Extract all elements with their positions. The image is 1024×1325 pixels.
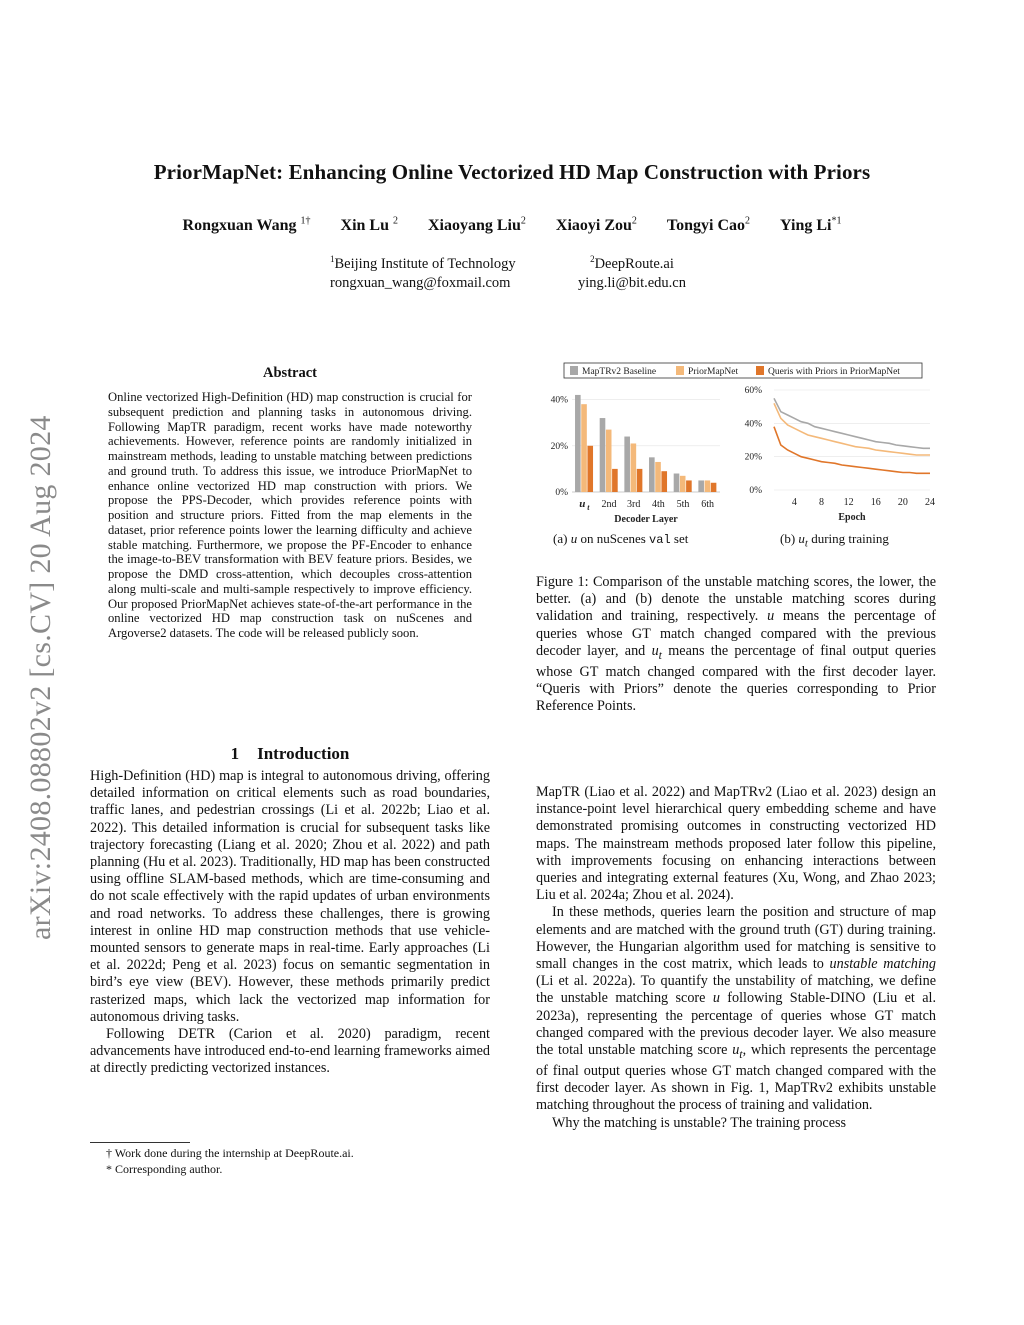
paragraph: MapTR (Liao et al. 2022) and MapTRv2 (Liao et al. 2023) design an instance-point level hierarchical query embedding scheme and have demonstrated promising outcomes in constructing vectorized HD maps. The mainstream methods proposed later follow this pipeline, with improvements focusing on enhancing interactions between queries and integrating external features (Xu, Wong, and Zhao 2023; Liu et al. 2024a; Zhou et al. 2024). xyxy=(536,784,936,904)
author: Xiaoyang Liu$^2$ xyxy=(427,216,526,235)
author: Ying Li$^{*1}$ xyxy=(780,216,842,235)
x-tick-label: 24 xyxy=(925,497,935,508)
bar xyxy=(649,457,655,492)
email: ying.li@bit.edu.cn xyxy=(578,274,686,291)
author: Xin Lu $^2$ xyxy=(340,216,398,235)
paragraph: Why the matching is unstable? The training process xyxy=(552,1114,847,1131)
bar-chart-a xyxy=(551,395,720,525)
arxiv-sidebar: arXiv:2408.08802v2 [cs.CV] 20 Aug 2024 xyxy=(24,415,57,940)
bar xyxy=(698,480,704,492)
section-heading: 1 Introduction xyxy=(230,744,350,763)
affiliation-1: $^1$Beijing Institute of Technology rongxuan_wang@foxmail.com xyxy=(330,254,516,291)
legend-swatch-baseline xyxy=(570,366,578,375)
bar xyxy=(631,443,637,492)
figure-1-charts xyxy=(528,358,938,530)
legend-swatch-priormapnet xyxy=(676,366,684,375)
x-tick-label: 2nd xyxy=(601,499,617,510)
bar xyxy=(655,462,661,492)
series-line xyxy=(774,403,930,455)
x-tick-label: 16 xyxy=(870,497,881,508)
email: rongxuan_wang@foxmail.com xyxy=(330,274,511,291)
y-tick-label: 40% xyxy=(744,419,762,430)
bar xyxy=(680,476,686,492)
bar xyxy=(624,437,630,492)
line-chart-b xyxy=(745,386,935,523)
paragraph: High-Definition (HD) map is integral to autonomous driving, offering detailed information on critical elements such as road boundaries, traffic lanes, and pedestrian crossings (Li et al. 2022b; Liao et al. 2022). This detailed information is crucial for subsequent tasks like trajectory forecasting (Liang et al. 2020; Zhou et al. 2022) and path planning (Hu et al. 2023). Traditionally, HD map has been constructed using offline SLAM-based methods, which are time-consuming and do not scale effectively with the rapid updates of urban environments and road networks. To address these challenges, there is growing interest in online HD map construction methods that use vehicle-mounted sensors to generate maps in real-time. Early approaches (Li et al. 2022d; Peng et al. 2023) focus on semantic segmentation in bird’s eye view (BEV). However, these methods primarily predict rasterized maps, which lack the vectorized map information for autonomous driving tasks. xyxy=(90,768,490,1025)
footnote: † Work done during the internship at DeepRoute.ai. xyxy=(106,1146,354,1160)
x-tick-label: u xyxy=(579,498,586,510)
x-tick-label: 3rd xyxy=(626,499,641,510)
bar xyxy=(711,483,717,492)
bar xyxy=(587,446,593,492)
y-tick-label: 20% xyxy=(744,452,762,463)
bar xyxy=(581,404,587,492)
figure-caption: Figure 1: Comparison of the unstable matching scores, the lower, the better. (a) and (b) denote the unstable matching scores during validation and training, respectively. u means the percentage of queries whose GT match changed compared with the previous decoder layer, and $u_t$ means the percentage of final output queries whose GT match changed compared with the first decoder layer. “Queris with Priors” denote the queries corresponding to Prior Reference Points. xyxy=(536,574,937,715)
footnote-rule xyxy=(90,1142,190,1143)
legend-swatch-priors xyxy=(756,366,764,375)
y-tick-label: 20% xyxy=(550,441,568,452)
subcaption-a: (a) u on nuScenes val set xyxy=(553,531,689,547)
author: Xiaoyi Zou$^2$ xyxy=(555,216,637,235)
author-list xyxy=(0,216,1024,235)
x-tick-label: 5th xyxy=(676,499,690,510)
paper-title: PriorMapNet: Enhancing Online Vectorized HD Map Construction with Priors xyxy=(153,160,871,184)
legend-label-baseline: MapTRv2 Baseline xyxy=(582,367,657,377)
bar xyxy=(674,474,680,492)
x-tick-label: 4th xyxy=(651,499,665,510)
legend-label-priors: Queris with Priors in PriorMapNet xyxy=(768,367,900,377)
intro-right-column xyxy=(536,784,936,1132)
paragraph: Following DETR (Carion et al. 2020) paradigm, recent advancements have introduced end-to-end learning frameworks aimed at directly predicting vectorized instances. xyxy=(90,1026,490,1077)
bar xyxy=(606,430,612,492)
affiliation-2: $^2$DeepRoute.ai ying.li@bit.edu.cn xyxy=(569,250,695,293)
bar xyxy=(612,469,618,492)
x-tick-label-subscript: t xyxy=(587,503,590,512)
x-tick-label: 4 xyxy=(791,497,797,508)
abstract-heading: Abstract xyxy=(263,365,317,381)
y-tick-label: 0% xyxy=(749,486,762,496)
bar xyxy=(686,480,692,492)
footnote: * Corresponding author. xyxy=(106,1161,223,1176)
y-tick-label: 0% xyxy=(555,488,568,498)
x-tick-label: 8 xyxy=(818,497,824,508)
bar xyxy=(705,480,711,492)
author: Tongyi Cao$^2$ xyxy=(666,216,751,235)
legend-label-priormapnet: PriorMapNet xyxy=(688,367,739,377)
paragraph: In these methods, queries learn the position and structure of map elements and are matched with the ground truth (GT) during training. However, the Hungarian algorithm used for matching is sensitive to small changes in the cost matrix, which leads to unstable matching (Li et al. 2022a). To quantify the unstability of matching, we define the unstable matching score u following Stable-DINO (Liu et al. 2023a), representing the percentage of queries whose GT match changed compared with the previous decoder layer. We also measure the total unstable matching score $u_t$, which represents the percentage of final output queries whose GT match changed compared with the first decoder layer. As shown in Fig. 1, MapTRv2 exhibits unstable matching throughout the process of training and validation. xyxy=(536,904,937,1114)
intro-left-column xyxy=(90,768,490,1078)
x-tick-label: 20 xyxy=(897,497,908,508)
x-tick-label: 12 xyxy=(843,497,854,508)
series-line xyxy=(774,427,930,474)
bar xyxy=(575,395,581,492)
x-axis-label: Decoder Layer xyxy=(614,514,678,525)
abstract-text: Online vectorized High-Definition (HD) map construction is crucial for subsequent prediction and planning tasks in autonomous driving. Following MapTR paradigm, recent works have made noteworthy achievements. However, reference points are randomly initialized in mainstream methods, leading to unstable matching between predictions and ground truth. To address this issue, we introduce PriorMapNet to enhance online vectorized HD map construction with priors. We propose the PPS-Decoder, which provides reference points with position and structure priors. Fitted from the map elements in the dataset, prior reference points lower the learning difficulty and achieve stable matching. Furthermore, we propose the PF-Encoder to enhance the image-to-BEV transformation with BEV feature priors. Besides, we propose the DMD cross-attention, which decouples cross-attention along multi-scale and multi-sample respectively to improve efficiency. Our proposed PriorMapNet achieves state-of-the-art performance in the online vectorized HD map construction task on nuScenes and Argoverse2 datasets. The code will be released publicly soon. xyxy=(108,390,472,640)
bar xyxy=(637,469,643,492)
x-axis-label: Epoch xyxy=(838,512,866,523)
footnotes xyxy=(106,1146,486,1177)
bar xyxy=(661,471,667,492)
bar xyxy=(600,418,606,492)
x-tick-label: 6th xyxy=(701,499,715,510)
author: Rongxuan Wang $^{1\dagger}$ xyxy=(182,216,311,235)
subcaption-b: (b) $u_t$ during training xyxy=(780,531,889,550)
y-tick-label: 60% xyxy=(744,386,762,396)
y-tick-label: 40% xyxy=(550,395,568,406)
